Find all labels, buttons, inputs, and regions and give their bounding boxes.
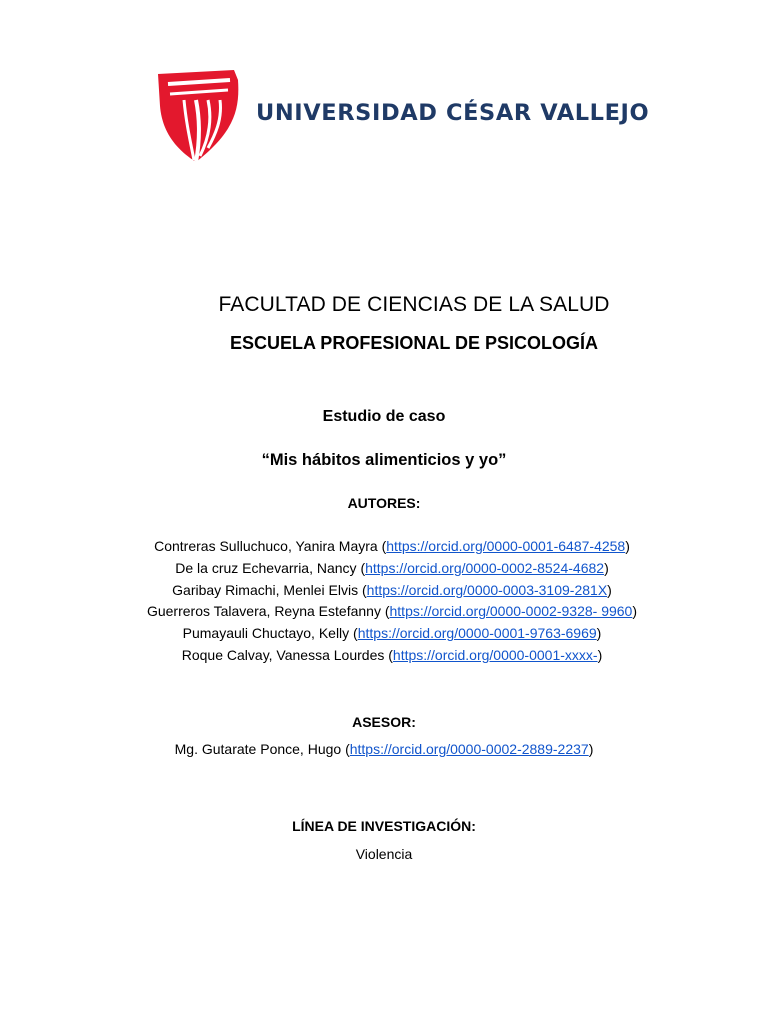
faculty-heading: FACULTAD DE CIENCIAS DE LA SALUD [218,293,610,316]
author-orcid-link[interactable]: https://orcid.org/0000-0001-6487-4258 [386,538,626,554]
school-heading: ESCUELA PROFESIONAL DE PSICOLOGÍA [229,333,599,353]
author-list [0,536,768,667]
author-close: ) [625,538,630,554]
author-name: Roque Calvay, Vanessa Lourdes ( [181,646,393,663]
author-item [0,536,768,558]
author-orcid-link[interactable]: https://orcid.org/0000-0001-9763-6969 [357,625,597,642]
research-line-label: LÍNEA DE INVESTIGACIÓN: [292,818,476,834]
author-item [0,580,768,602]
author-name: Garibay Rimachi, Menlei Elvis ( [172,581,367,598]
authors-label: AUTORES: [347,495,421,511]
university-name: UNIVERSIDAD CÉSAR VALLEJO [256,100,650,126]
author-orcid-link[interactable]: https://orcid.org/0000-0002-9328- 9960 [389,603,633,620]
author-name: Guerreros Talavera, Reyna Estefanny ( [146,603,390,620]
author-close: ) [597,646,603,663]
advisor-orcid-link[interactable]: https://orcid.org/0000-0002-2889-2237 [349,741,589,757]
author-item [0,623,768,645]
author-item [0,645,768,667]
university-shield-icon [156,70,246,165]
university-logo [156,70,650,165]
author-close: ) [604,559,609,576]
advisor-line [0,741,768,757]
author-orcid-link[interactable]: https://orcid.org/0000-0003-3109-281X [366,581,608,598]
author-name: De la cruz Echevarria, Nancy ( [175,559,366,576]
author-close: ) [607,581,612,598]
advisor-close: ) [588,741,594,757]
author-name: Contreras Sulluchuco, Yanira Mayra ( [154,538,387,554]
author-orcid-link[interactable]: https://orcid.org/0000-0001-xxxx- [392,646,598,663]
document-type: Estudio de caso [322,408,446,425]
author-item [0,601,768,623]
research-line-value: Violencia [355,846,413,862]
author-close: ) [632,603,638,620]
author-orcid-link[interactable]: https://orcid.org/0000-0002-8524-4682 [365,559,605,576]
document-title: “Mis hábitos alimenticios y yo” [261,451,507,469]
advisor-name: Mg. Gutarate Ponce, Hugo ( [174,741,350,757]
author-name: Pumayauli Chuctayo, Kelly ( [182,625,358,642]
author-item [0,558,768,580]
advisor-label: ASESOR: [352,714,416,730]
author-close: ) [596,625,602,642]
